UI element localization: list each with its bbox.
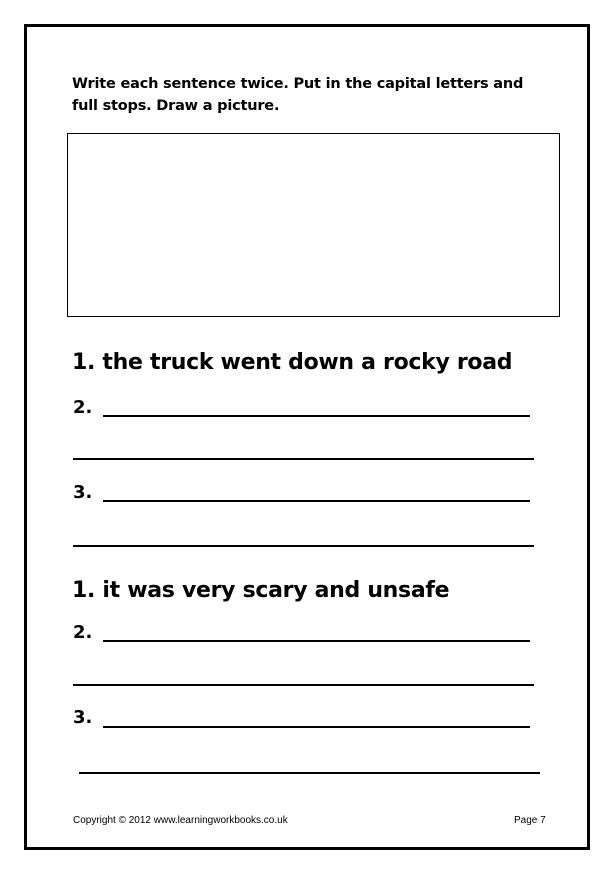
- exercise-2-row-3-label: 3.: [73, 707, 93, 728]
- exercise-2-writing-line-3a[interactable]: [103, 726, 530, 728]
- exercise-2-sentence: 1. it was very scary and unsafe: [72, 578, 450, 603]
- exercise-1-writing-line-2a[interactable]: [103, 415, 530, 417]
- instructions-text: Write each sentence twice. Put in the capital letters and full stops. Draw a picture.: [72, 76, 524, 114]
- exercise-1-writing-line-3a[interactable]: [103, 500, 530, 502]
- copyright-text: Copyright © 2012 www.learningworkbooks.co.uk: [73, 815, 288, 826]
- drawing-box[interactable]: [67, 133, 560, 317]
- exercise-1-row-3-label: 3.: [73, 482, 93, 503]
- exercise-2-writing-line-2a[interactable]: [103, 640, 530, 642]
- exercise-2-writing-line-2b[interactable]: [73, 684, 534, 686]
- exercise-2-writing-line-3b[interactable]: [79, 772, 540, 774]
- exercise-1-writing-line-3b[interactable]: [73, 545, 534, 547]
- exercise-1-row-2-label: 2.: [73, 397, 93, 418]
- exercise-1-writing-line-2b[interactable]: [73, 458, 534, 460]
- exercise-1-sentence: 1. the truck went down a rocky road: [72, 350, 513, 375]
- exercise-2-row-2-label: 2.: [73, 622, 93, 643]
- page-number: Page 7: [514, 815, 546, 826]
